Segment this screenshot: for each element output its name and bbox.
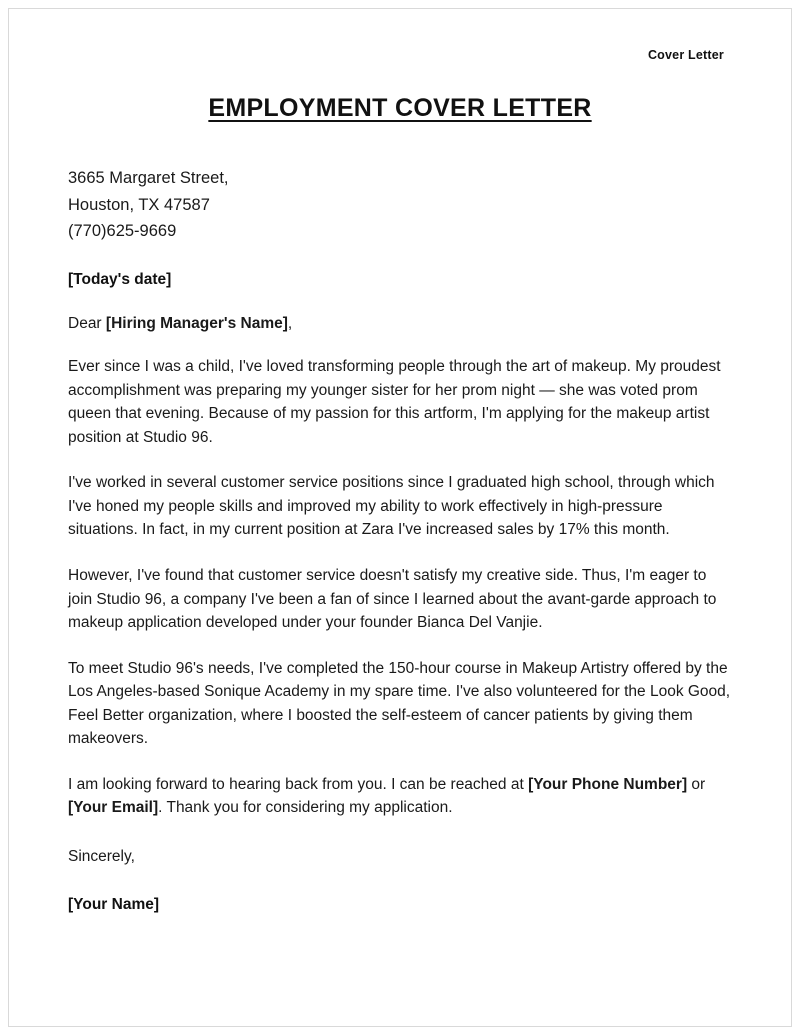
page-title: EMPLOYMENT COVER LETTER	[208, 94, 592, 122]
salutation-line	[68, 315, 732, 333]
contact-text-part-2: or	[687, 775, 706, 793]
body-paragraph-1: Ever since I was a child, I've loved transforming people through the art of makeup. My proudest accomplishment was preparing my younger sister for her prom night — she was voted prom queen that evening. Because of my passion for this artform, I'm applying for the makeup artist position at Studio 96.	[68, 358, 721, 446]
body-paragraph-4: To meet Studio 96's needs, I've completed the 150-hour course in Makeup Artistry offered by the Los Angeles-based Sonique Academy in my spare time. I've also volunteered for the Look Good, Feel Better organization, where I boosted the self-esteem of cancer patients by giving them makeovers.	[68, 659, 731, 748]
sender-address-block	[68, 165, 732, 245]
address-street: 3665 Margaret Street,	[68, 169, 229, 187]
body-paragraph-2: I've worked in several customer service positions since I graduated high school, through which I've honed my people skills and improved my ability to work effectively in high-pressure situations. In fact, in my current position at Zara I've increased sales by 17% this month.	[68, 474, 715, 539]
document-header-label: Cover Letter	[647, 48, 724, 62]
contact-paragraph	[68, 773, 732, 820]
body-paragraph-3: However, I've found that customer service doesn't satisfy my creative side. Thus, I'm eager to join Studio 96, a company I've been a fan of since I learned about the avant-garde approach to makeup application developed under your founder Bianca Del Vanjie.	[68, 566, 717, 632]
phone-placeholder: [Your Phone Number]	[528, 775, 688, 793]
closing-line: Sincerely,	[68, 847, 135, 865]
email-placeholder: [Your Email]	[68, 799, 159, 817]
contact-text-part-3: . Thank you for considering my application.	[158, 799, 453, 817]
signature-placeholder: [Your Name]	[68, 895, 160, 913]
date-placeholder: [Today's date]	[68, 271, 172, 289]
address-phone: (770)625-9669	[68, 222, 177, 241]
contact-text-part-1: I am looking forward to hearing back from you. I can be reached at	[68, 775, 529, 793]
salutation-prefix: Dear	[68, 315, 106, 333]
address-city-state-zip: Houston, TX 47587	[68, 195, 210, 214]
salutation-suffix: ,	[287, 315, 293, 333]
hiring-manager-placeholder: [Hiring Manager's Name]	[105, 315, 288, 333]
